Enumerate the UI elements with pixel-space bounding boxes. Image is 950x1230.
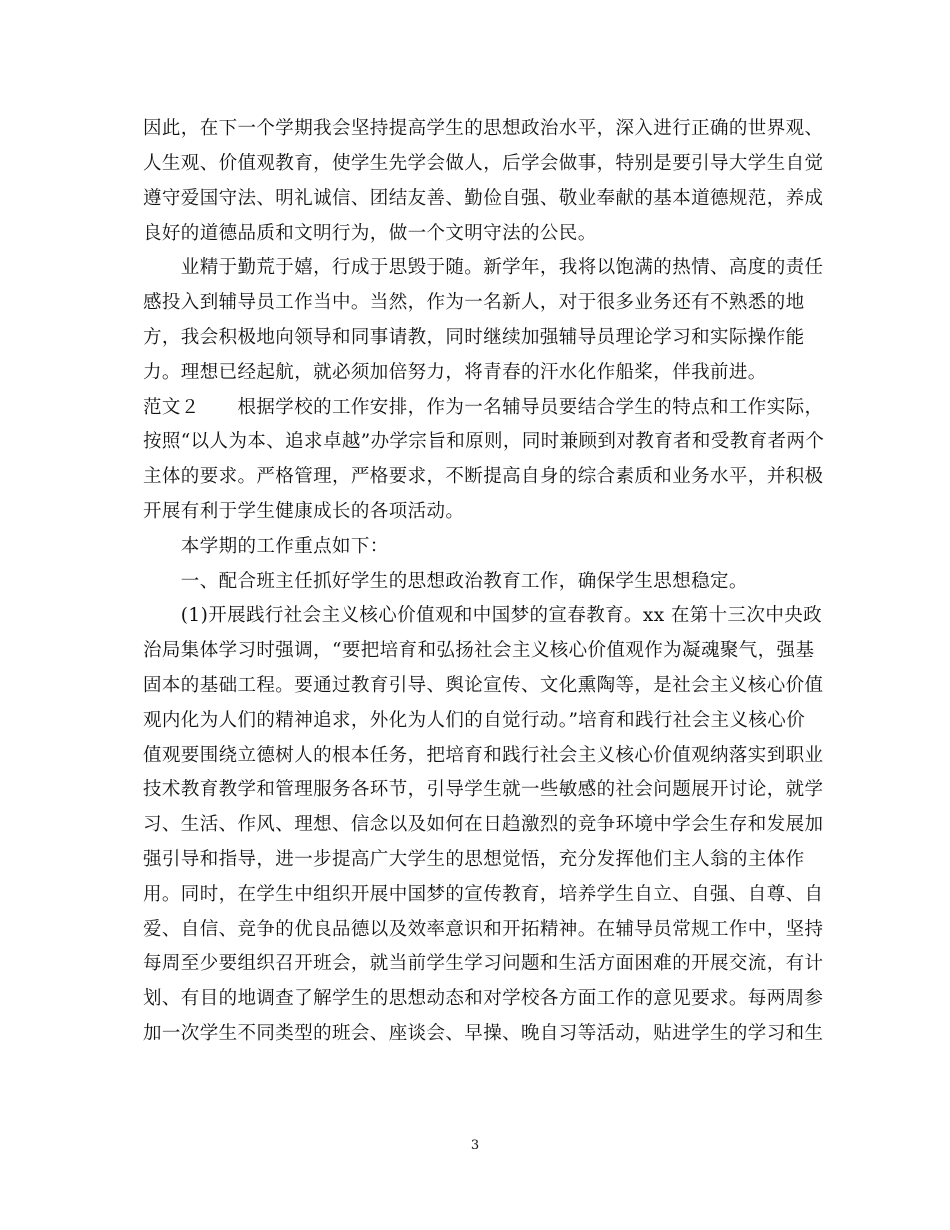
text-line: 本学期的工作重点如下： (143, 536, 389, 557)
text-line: (1)开展践行社会主义核心价值观和中国梦的宣春教育。xx 在第十三次中央政 (143, 605, 823, 626)
text-line: 开展有利于学生健康成长的各项活动。 (143, 501, 465, 522)
text-line: 治局集体学习时强调，“要把培育和弘扬社会主义核心价值观作为凝魂聚气，强基 (143, 640, 815, 661)
text-line: 感投入到辅导员工作当中。当然，作为一名新人，对于很多业务还有不熟悉的地 (143, 292, 805, 313)
text-line: 一、配合班主任抓好学生的思想政治教育工作，确保学生思想稳定。 (143, 571, 748, 592)
text-line: 良好的道德品质和文明行为，做一个文明守法的公民。 (143, 223, 597, 244)
text-line: 力。理想已经起航，就必须加倍努力，将青春的汗水化作船桨，伴我前进。 (143, 362, 767, 383)
text-line: 范文２ 根据学校的工作安排，作为一名辅导员要结合学生的特点和工作实际， (143, 397, 824, 418)
text-line: 主体的要求。严格管理，严格要求，不断提高自身的综合素质和业务水平，并积极 (143, 466, 824, 487)
text-line: 值观要围绕立德树人的根本任务，把培育和践行社会主义核心价值观纳落实到职业 (143, 745, 824, 766)
text-line: 划、有目的地调查了解学生的思想动态和对学校各方面工作的意见要求。每两周参 (143, 988, 824, 1009)
text-line: 习、生活、作风、理想、信念以及如何在日趋激烈的竞争环境中学会生存和发展加 (143, 814, 824, 835)
text-line: 按照“以人为本、追求卓越”办学宗旨和原则，同时兼顾到对教育者和受教育者两个 (143, 431, 825, 452)
text-line: 方，我会积极地向领导和同事请教，同时继续加强辅导员理论学习和实际操作能 (143, 327, 805, 348)
text-line: 每周至少要组织召开班会，就当前学生学习问题和生活方面困难的开展交流，有计 (143, 953, 824, 974)
text-line: 技术教育教学和管理服务各环节，引导学生就一些敏感的社会问题展开讨论，就学 (143, 779, 824, 800)
text-line: 加一次学生不同类型的班会、座谈会、早操、晚自习等活动，贴进学生的学习和生 (143, 1023, 824, 1044)
text-line: 因此，在下一个学期我会坚持提高学生的思想政治水平，深入进行正确的世界观、 (143, 118, 824, 139)
text-line: 人生观、价值观教育，使学生先学会做人，后学会做事，特别是要引导大学生自觉 (143, 153, 824, 174)
page-number: 3 (470, 1138, 480, 1153)
text-line: 业精于勤荒于嬉，行成于思毁于随。新学年，我将以饱满的热情、高度的责任 (143, 257, 824, 278)
text-line: 爱、自信、竞争的优良品德以及效率意识和开拓精神。在辅导员常规工作中，坚持 (143, 919, 824, 940)
text-line: 观内化为人们的精神追求，外化为人们的自觉行动。”培育和践行社会主义核心价 (143, 710, 806, 731)
text-line: 固本的基础工程。要通过教育引导、舆论宣传、文化熏陶等，是社会主义核心价值 (143, 675, 824, 696)
text-line: 遵守爱国守法、明礼诚信、团结友善、勤俭自强、敬业奉献的基本道德规范，养成 (143, 188, 824, 209)
text-line: 强引导和指导，进一步提高广大学生的思想觉悟，充分发挥他们主人翁的主体作 (143, 849, 805, 870)
text-line: 用。同时，在学生中组织开展中国梦的宣传教育，培养学生自立、自强、自尊、自 (143, 884, 824, 905)
